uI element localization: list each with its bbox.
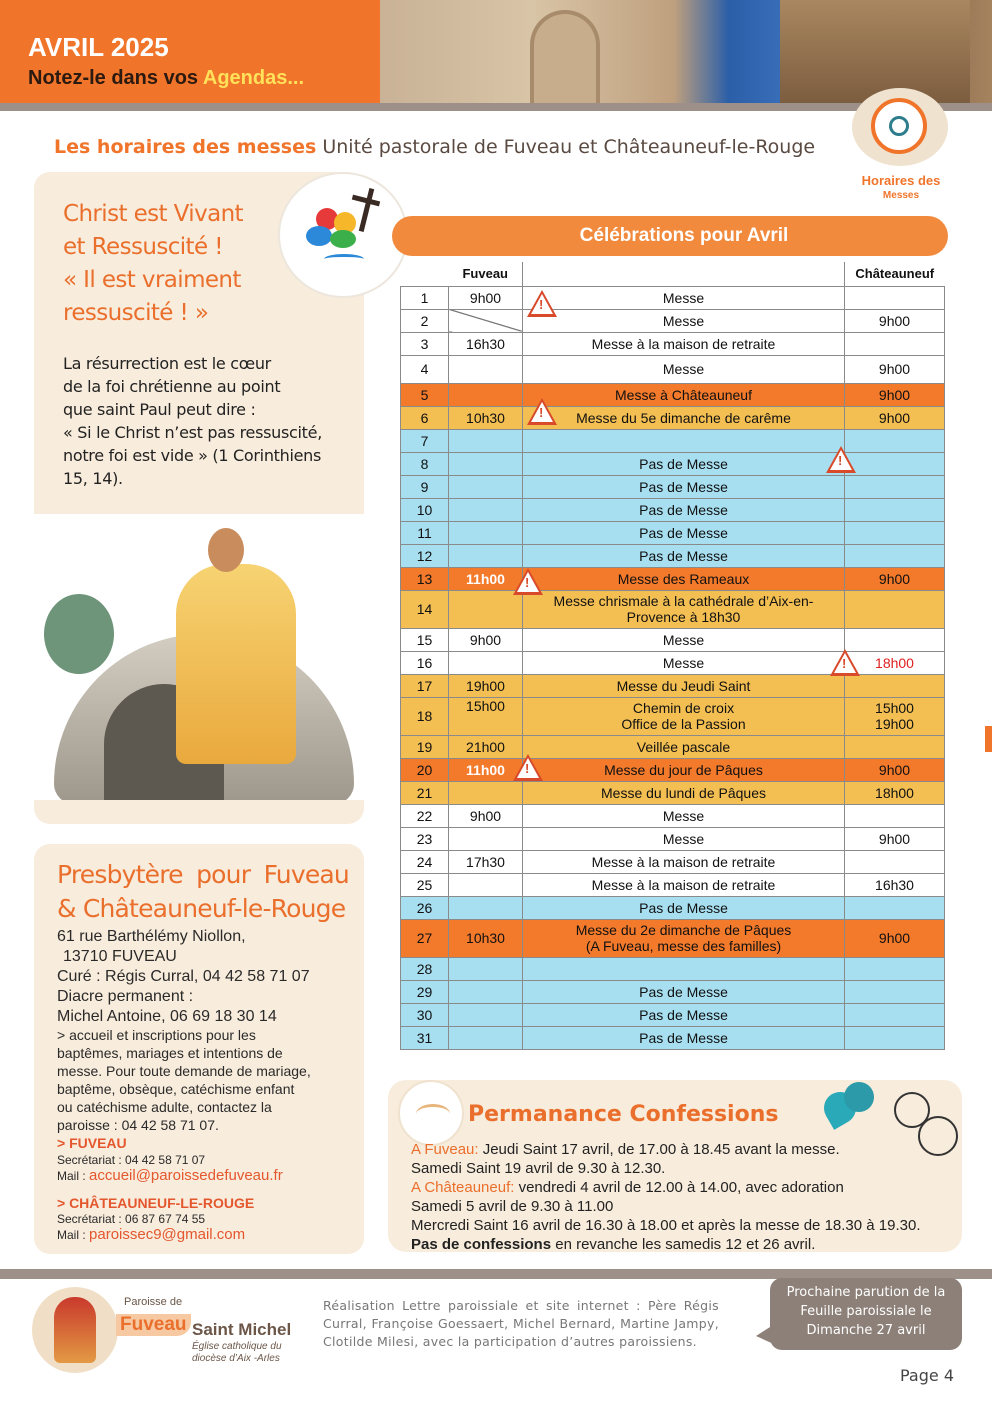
intro-paragraph: La résurrection est le cœur de la foi chrétienne au point que saint Paul peut dire : « Si le Christ n’est pas ressuscité, notre foi est vide » (1 Corinthiens 15, 14). [63,354,322,488]
confessions-text: A Fuveau: Jeudi Saint 17 avril, de 17.00 à 18.45 avant la messe. Samedi Saint 19 avril de 9.30 à 12.30. A Châteauneuf: vendredi 4 avril de 12.00 à 14.00, avec adoration Samedi 5 avril de 9.30 à 11.00 Mercredi Saint 16 avril de 16.30 à 18.00 et après la messe de 18.30 à 19.30. Pas de confessions en revanche les samedis 12 et 26 avril. [411,1141,921,1253]
chateauneuf-time-cell [845,590,945,628]
warning-icon: ! [513,568,543,595]
church-tower-shape [780,0,970,103]
schedule-table [400,262,945,1050]
chateauneuf-time-cell [845,498,945,521]
header-banner [0,0,380,103]
day-cell: 29 [401,980,449,1003]
warning-icon: ! [527,290,557,317]
fuveau-time-cell: 9h00 [449,286,523,309]
fuveau-time-cell [449,475,523,498]
day-cell: 12 [401,544,449,567]
event-cell: Messe [523,651,845,674]
event-cell: Pas de Messe [523,544,845,567]
event-cell: Messe [523,355,845,383]
schedule-row [401,1003,945,1026]
schedule-row [401,873,945,896]
schedule-row [401,804,945,827]
day-cell: 9 [401,475,449,498]
day-cell: 21 [401,781,449,804]
schedule-title: Célébrations pour Avril [420,216,948,256]
event-cell: Pas de Messe [523,896,845,919]
day-cell: 6 [401,406,449,429]
schedule-row [401,850,945,873]
schedule-row [401,544,945,567]
schedule-row [401,286,945,309]
schedule-row [401,1026,945,1049]
chateauneuf-time-cell [845,1003,945,1026]
dove-icon [398,1080,464,1146]
day-cell: 30 [401,1003,449,1026]
chateauneuf-time-cell: 9h00 [845,827,945,850]
fuveau-time-cell: 9h00 [449,804,523,827]
chateauneuf-time-cell [845,1026,945,1049]
schedule-row [401,628,945,651]
event-cell: Pas de Messe [523,498,845,521]
fuveau-time-cell: 17h30 [449,850,523,873]
chateauneuf-email-link[interactable]: paroissec9@gmail.com [89,1226,246,1243]
schedule-row [401,475,945,498]
chateauneuf-time-cell [845,896,945,919]
schedule-row [401,590,945,628]
chateauneuf-time-cell [845,980,945,1003]
fuveau-time-cell [449,590,523,628]
fuveau-time-cell [449,498,523,521]
church-arch-shape [530,10,600,103]
chateauneuf-time-cell: 9h00 [845,383,945,406]
schedule-row [401,383,945,406]
chateauneuf-time-cell: 16h30 [845,873,945,896]
chateauneuf-time-cell [845,735,945,758]
schedule-row [401,980,945,1003]
day-cell: 14 [401,590,449,628]
chateauneuf-time-cell: 18h00 [845,651,945,674]
col-chateauneuf: Châteauneuf [855,265,935,281]
day-cell: 25 [401,873,449,896]
chateauneuf-time-cell [845,674,945,697]
day-cell: 2 [401,309,449,332]
chateauneuf-time-cell: 9h00 [845,355,945,383]
fuveau-time-cell [449,957,523,980]
schedule-row [401,498,945,521]
fuveau-time-cell [449,827,523,850]
schedule-row [401,674,945,697]
fuveau-time-cell: 15h00 [449,697,523,735]
day-cell: 15 [401,628,449,651]
schedule-row [401,827,945,850]
schedule-row [401,567,945,590]
event-cell: Messe des Rameaux [523,567,845,590]
event-cell: Chemin de croix Office de la Passion [523,697,845,735]
chateauneuf-contact: > CHÂTEAUNEUF-LE-ROUGE [57,1195,255,1211]
event-cell [523,429,845,452]
event-cell: Messe du jour de Pâques [523,758,845,781]
event-cell: Pas de Messe [523,980,845,1003]
event-cell: Veillée pascale [523,735,845,758]
fuveau-contact: > FUVEAU [57,1135,127,1151]
saint-michel-icon [32,1287,118,1373]
fuveau-time-cell [449,429,523,452]
next-issue-bubble: Prochaine parution de la Feuille paroissiale le Dimanche 27 avril [770,1278,962,1350]
day-cell: 7 [401,429,449,452]
schedule-row [401,429,945,452]
day-cell: 1 [401,286,449,309]
event-cell: Messe [523,628,845,651]
confessions-title: Permanance Confessions [468,1102,779,1127]
day-cell: 11 [401,521,449,544]
warning-icon: ! [513,754,543,781]
day-cell: 5 [401,383,449,406]
event-cell: Messe à la maison de retraite [523,850,845,873]
event-cell: Messe [523,286,845,309]
chateauneuf-time-cell [845,452,945,475]
warning-icon: ! [527,398,557,425]
event-cell: Messe à la maison de retraite [523,873,845,896]
chateauneuf-time-cell: 15h00 19h00 [845,697,945,735]
fuveau-time-cell [449,781,523,804]
warning-icon: ! [826,446,856,473]
chateauneuf-time-cell: 9h00 [845,309,945,332]
header-month: AVRIL 2025 [28,32,169,62]
day-cell: 27 [401,919,449,957]
day-cell: 31 [401,1026,449,1049]
event-cell: Messe [523,804,845,827]
page-subtitle: Les horaires des messes Unité pastorale de Fuveau et Châteauneuf-le-Rouge [54,136,816,158]
fuveau-time-cell: 19h00 [449,674,523,697]
event-cell: Messe à la maison de retraite [523,332,845,355]
chateauneuf-time-cell [845,957,945,980]
chateauneuf-time-cell: 9h00 [845,758,945,781]
chateauneuf-time-cell [845,475,945,498]
chateauneuf-time-cell: 9h00 [845,919,945,957]
fuveau-time-cell [449,355,523,383]
fuveau-time-cell [449,873,523,896]
day-cell: 19 [401,735,449,758]
intro-title: Christ est Vivant et Ressuscité ! « Il est vraiment ressuscité ! » [63,201,243,326]
fuveau-time-cell: 11h00 [449,758,523,781]
event-cell: Messe à Châteauneuf [523,383,845,406]
schedule-row [401,735,945,758]
chateauneuf-time-cell [845,544,945,567]
day-cell: 22 [401,804,449,827]
schedule-row [401,896,945,919]
schedule-row [401,781,945,804]
day-cell: 13 [401,567,449,590]
mass-times-badge-label: Horaires des Messes [861,173,941,201]
schedule-row [401,521,945,544]
fuveau-time-cell [449,651,523,674]
event-cell: Pas de Messe [523,475,845,498]
schedule-row [401,406,945,429]
schedule-row [401,758,945,781]
event-cell: Messe du 5e dimanche de carême [523,406,845,429]
chateauneuf-time-cell [845,850,945,873]
fuveau-time-cell: 16h30 [449,332,523,355]
schedule-row [401,355,945,383]
hearts-icon [820,1082,880,1142]
fuveau-time-cell [449,544,523,567]
schedule-row [401,651,945,674]
day-cell: 24 [401,850,449,873]
event-cell: Messe du Jeudi Saint [523,674,845,697]
presbytery-address: 61 rue Barthélémy Niollon, 13710 FUVEAU Curé : Régis Curral, 04 42 58 71 07 Diacre permanent : Michel Antoine, 06 69 18 30 14 [57,928,310,1025]
chateauneuf-time-cell [845,332,945,355]
fuveau-time-cell: 10h30 [449,919,523,957]
header-divider [0,103,992,111]
col-fuveau: Fuveau [449,262,523,286]
chateauneuf-time-cell: 9h00 [845,567,945,590]
parish-logo: Paroisse de Fuveau Saint Michel Église catholique du diocèse d’Aix -Arles [116,1290,306,1368]
jubilee-2025-logo [278,172,408,298]
fuveau-time-cell [449,521,523,544]
schedule-row [401,452,945,475]
day-cell: 4 [401,355,449,383]
schedule-row [401,697,945,735]
day-cell: 20 [401,758,449,781]
day-cell: 18 [401,697,449,735]
presbytery-title: Presbytère pour Fuveau & Châteauneuf-le-Rouge [57,860,349,923]
warning-icon: ! [830,649,860,676]
chateauneuf-time-cell [845,804,945,827]
event-cell: Messe chrismale à la cathédrale d’Aix-en- Provence à 18h30 [523,590,845,628]
resurrection-illustration [34,514,364,800]
event-cell: Pas de Messe [523,452,845,475]
clock-icon [889,116,909,136]
page-number: Page 4 [900,1366,954,1385]
header-tagline: Notez-le dans vos Agendas... [28,67,305,89]
event-cell: Pas de Messe [523,1026,845,1049]
event-cell: Messe du lundi de Pâques [523,781,845,804]
event-cell: Pas de Messe [523,521,845,544]
schedule-row [401,309,945,332]
schedule-row [401,332,945,355]
fuveau-time-cell: 10h30 [449,406,523,429]
chateauneuf-time-cell [845,521,945,544]
presbytery-info: > accueil et inscriptions pour les baptêmes, mariages et intentions de messe. Pour toute demande de mariage, baptême, obsèque, catéchisme enfant ou catéchisme adulte, contactez la paroisse : 04 42 58 71 07. [57,1027,311,1133]
schedule-row [401,919,945,957]
day-cell: 17 [401,674,449,697]
chateauneuf-time-cell [845,286,945,309]
day-cell: 26 [401,896,449,919]
day-cell: 8 [401,452,449,475]
mass-times-badge [852,88,948,166]
chateauneuf-time-cell: 9h00 [845,406,945,429]
event-cell [523,957,845,980]
event-cell: Pas de Messe [523,1003,845,1026]
day-cell: 3 [401,332,449,355]
event-cell: Messe [523,827,845,850]
day-cell: 23 [401,827,449,850]
fuveau-time-cell [449,452,523,475]
footer-credits: Réalisation Lettre paroissiale et site internet : Père Régis Curral, Françoise Goessaert, Michel Bernard, Martine Jampy, Clotilde Milesi, avec la participation d’autres paroissiens. [323,1298,719,1349]
day-cell: 16 [401,651,449,674]
fuveau-email-link[interactable]: accueil@paroissedefuveau.fr [89,1167,283,1184]
fuveau-time-cell [449,1003,523,1026]
fuveau-time-cell: 21h00 [449,735,523,758]
schedule-row [401,957,945,980]
fuveau-time-cell: 11h00 [449,567,523,590]
chateauneuf-time-cell: 18h00 [845,781,945,804]
day-cell: 28 [401,957,449,980]
fuveau-time-cell [449,309,523,332]
fuveau-time-cell [449,896,523,919]
chateauneuf-time-cell [845,628,945,651]
fuveau-time-cell: 9h00 [449,628,523,651]
fuveau-time-cell [449,980,523,1003]
event-cell: Messe du 2e dimanche de Pâques (A Fuveau, messe des familles) [523,919,845,957]
fuveau-time-cell [449,383,523,406]
fuveau-time-cell [449,1026,523,1049]
event-cell: Messe [523,309,845,332]
chateauneuf-time-cell [845,429,945,452]
day-cell: 10 [401,498,449,521]
